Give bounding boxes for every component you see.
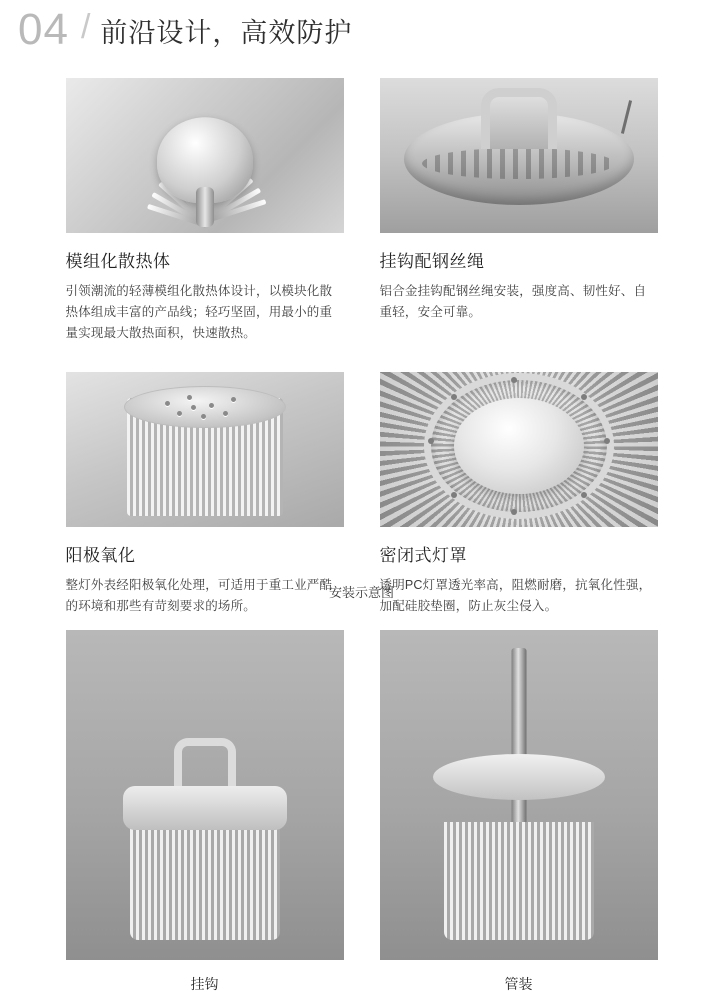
feature-description: 引领潮流的轻薄模组化散热体设计，以模块化散热体组成丰富的产品线；轻巧坚固，用最小的重量实现最大散热面积，快速散热。 (65, 284, 333, 340)
lamp-finned-body-icon (130, 822, 280, 940)
hook-icon (481, 88, 557, 149)
hook-icon (174, 738, 236, 786)
feature-card-sealed-cover (380, 372, 658, 617)
feature-title: 阳极氧化 (65, 546, 136, 565)
row-spacer (0, 344, 723, 372)
install-card-pipe (380, 630, 658, 994)
lamp-shoulder-icon (123, 786, 287, 830)
page-title: 前沿设计，高效防护 (100, 17, 353, 48)
header-divider-slash: / (80, 7, 91, 46)
feature-grid (0, 78, 723, 617)
feature-card-modular-heatsink (66, 78, 344, 344)
install-label: 管装 (504, 976, 533, 992)
install-diagram-caption: 安装示意图 (328, 585, 394, 600)
feature-description: 透明PC灯罩透光率高，阻燃耐磨，抗氧化性强，加配硅胶垫圈，防止灰尘侵入。 (379, 578, 652, 613)
hook-steel-rope-photo (380, 78, 658, 233)
heatsink-stem-icon (196, 187, 214, 227)
pc-lens-icon (454, 398, 584, 494)
install-row (0, 630, 723, 994)
feature-card-anodized (66, 372, 344, 617)
feature-card-hook-steel-rope (380, 78, 658, 344)
lamp-finned-body-icon (444, 822, 594, 940)
feature-row-1 (0, 78, 723, 344)
sealed-pc-cover-photo (380, 372, 658, 527)
anodized-top-plate-icon (124, 386, 286, 428)
feature-title: 挂钩配钢丝绳 (379, 252, 485, 271)
feature-title: 模组化散热体 (65, 252, 171, 271)
install-pipe-photo (380, 630, 658, 960)
feature-description: 铝合金挂钩配钢丝绳安装，强度高、韧性好、自重轻，安全可靠。 (379, 284, 647, 319)
modular-heatsink-photo (66, 78, 344, 233)
feature-description: 整灯外表经阳极氧化处理，可适用于重工业严酷的环境和那些有苛刻要求的场所。 (65, 578, 333, 613)
page-header (0, 0, 723, 60)
feature-row-2 (0, 372, 723, 617)
anodized-body-photo (66, 372, 344, 527)
mounting-pipe-icon (511, 648, 526, 844)
lamp-top-disc-icon (433, 754, 605, 800)
install-hook-photo (66, 630, 344, 960)
section-number: 04 (18, 5, 69, 54)
install-card-hook (66, 630, 344, 994)
install-label: 挂钩 (190, 976, 219, 992)
feature-title: 密闭式灯罩 (379, 546, 467, 565)
